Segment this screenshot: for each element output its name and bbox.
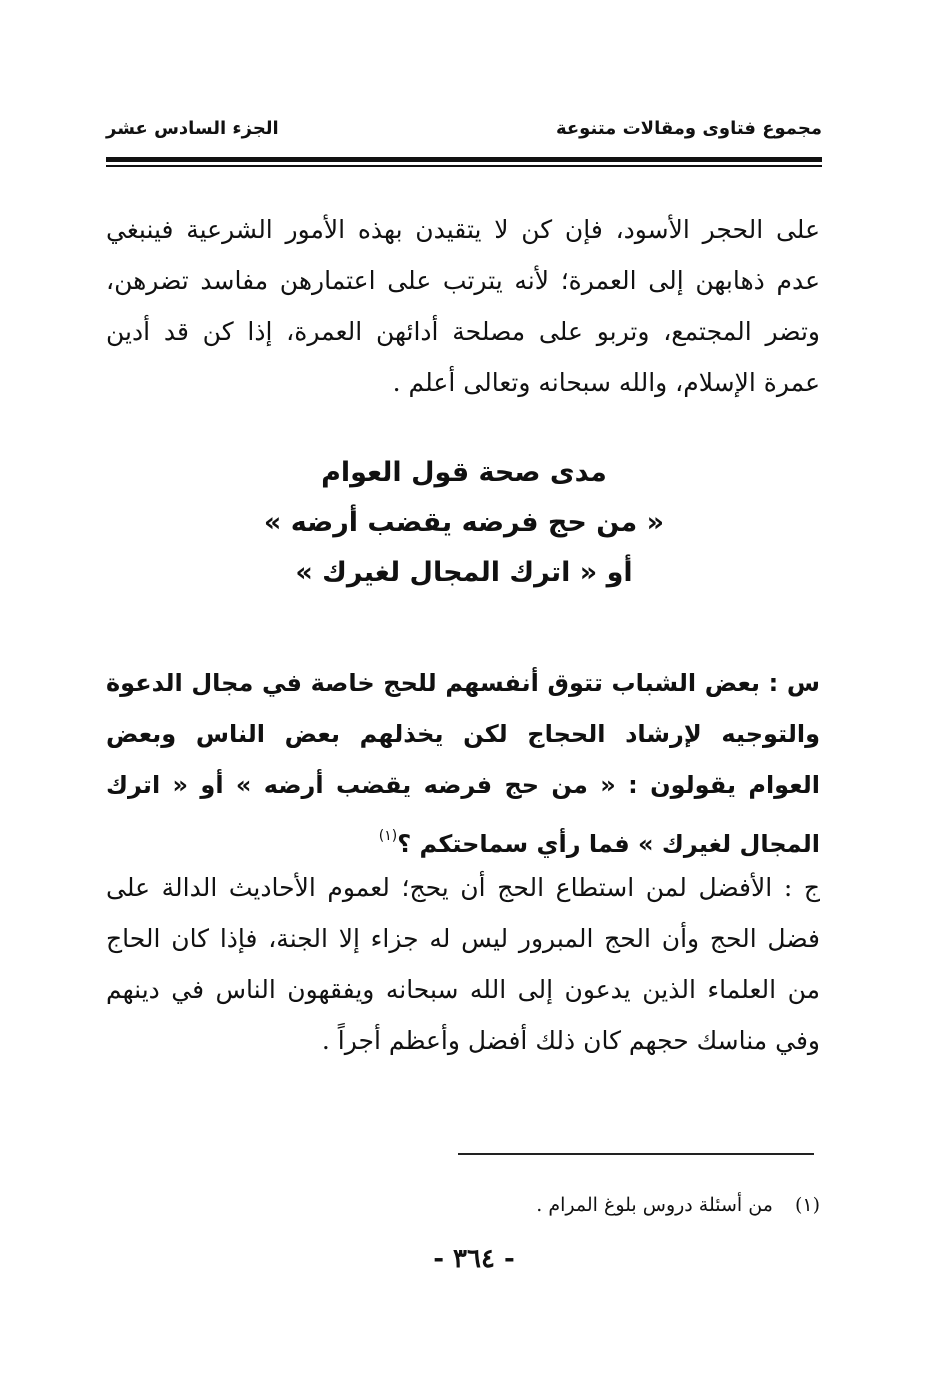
page-number: - ٣٦٤ -	[433, 1244, 515, 1274]
volume-label: الجزء السادس عشر	[106, 118, 279, 139]
question-label: س :	[768, 669, 821, 697]
answer-label: ج :	[783, 873, 820, 902]
footnote-text: من أسئلة دروس بلوغ المرام .	[536, 1194, 773, 1216]
header-rule-thick	[106, 157, 822, 162]
footnote-reference[interactable]: (١)	[378, 828, 398, 844]
question-text: بعض الشباب تتوق أنفسهم للحج خاصة في مجال الدعوة والتوجيه لإرشاد الحجاج لكن يخذلهم بعض الناس وبعض العوام يقولون : « من حج فرضه يقضب أرضه » أو « اترك المجال لغيرك » فما رأي سماحتكم ؟	[106, 669, 820, 858]
intro-paragraph-text: على الحجر الأسود، فإن كن لا يتقيدن بهذه الأمور الشرعية فينبغي عدم ذهابهن إلى العمرة؛ لأنه يترتب على اعتمارهن مفاسد تضرهن، وتضر المجتمع، وتربو على مصلحة أدائهن العمرة، إذا كن قد أدين عمرة الإسلام، والله سبحانه وتعالى أعلم .	[106, 215, 820, 397]
footnote	[536, 1190, 820, 1220]
answer-block	[106, 862, 820, 1066]
book-title: مجموع فتاوى ومقالات متنوعة	[555, 118, 822, 139]
footnote-separator	[458, 1153, 814, 1155]
question-block	[106, 658, 820, 870]
answer-text: الأفضل لمن استطاع الحج أن يحج؛ لعموم الأحاديث الدالة على فضل الحج وأن الحج المبرور ليس له جزاء إلا الجنة، فإذا كان الحاج من العلماء الذين يدعون إلى الله سبحانه ويفقهون الناس في دينهم وفي مناسك حجهم كان ذلك أفضل وأعظم أجراً .	[106, 873, 820, 1055]
footnote-number: (١)	[794, 1194, 820, 1216]
section-heading	[106, 448, 822, 598]
intro-paragraph	[106, 204, 820, 408]
heading-line-1: مدى صحة قول العوام	[321, 457, 607, 488]
header-rule-thin	[106, 165, 822, 167]
heading-line-2: « من حج فرضه يقضب أرضه »	[263, 507, 665, 538]
running-header	[106, 112, 822, 152]
heading-line-3: أو « اترك المجال لغيرك »	[295, 557, 633, 588]
